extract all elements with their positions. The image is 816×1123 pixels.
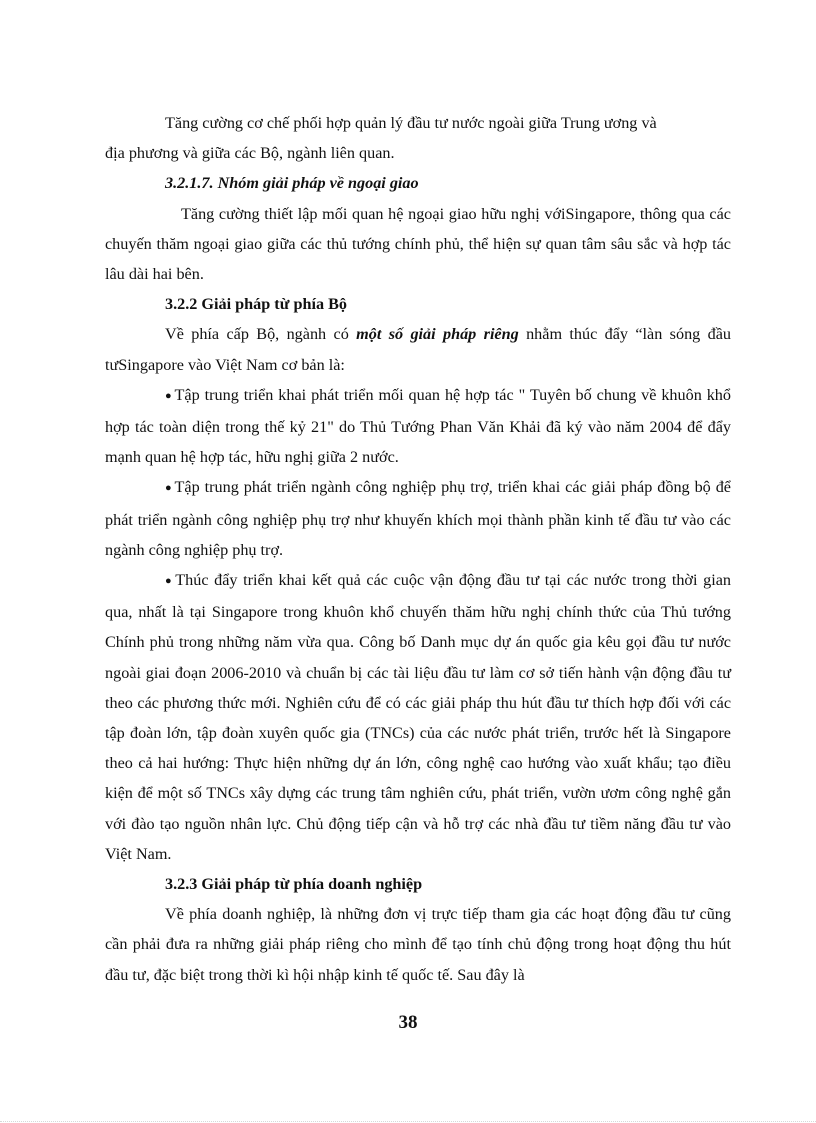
paragraph-line: Tăng cường cơ chế phối hợp quản lý đầu tư nước ngoài giữa Trung ương và	[165, 114, 657, 132]
paragraph-text: nhằm thúc đẩy “làn sóng đầu tưSingapore vào Việt Nam cơ bản là:	[105, 325, 732, 374]
bullet-icon: ●	[165, 575, 174, 588]
bullet-item-investment-promotion	[105, 565, 731, 869]
section-heading-enterprise: 3.2.3 Giải pháp từ phía doanh nghiệp	[165, 875, 423, 894]
bullet-item-cooperation	[105, 380, 731, 473]
paragraph-coordination	[165, 108, 731, 138]
bullet-icon: ●	[165, 389, 173, 402]
bullet-text: Tập trung triển khai phát triển mối quan hệ hợp tác " Tuyên bố chung về khuôn khổ hợp tác toàn diện trong thế kỷ 21" do Thủ Tướng Phan Văn Khải đã ký vào năm 2004 để đẩy mạnh quan hệ hợp tác, hữu nghị giữa 2 nước.	[105, 385, 731, 467]
paragraph-coordination-cont	[105, 138, 731, 168]
section-heading-diplomacy: 3.2.1.7. Nhóm giải pháp về ngoại giao	[165, 174, 419, 193]
page-body	[105, 108, 732, 990]
emphasis-text: một số giải pháp riêng	[356, 325, 519, 344]
paragraph-ministry	[105, 319, 731, 379]
paragraph-enterprise: Về phía doanh nghiệp, là những đơn vị trực tiếp tham gia các hoạt động đầu tư cũng cần phải đưa ra những giải pháp riêng cho mình để tạo tính chủ động trong hoạt động thu hút đầu tư, đặc biệt trong thời kì hội nhập kinh tế quốc tế. Sau đây là	[105, 905, 731, 984]
bullet-item-supporting-industry	[105, 472, 731, 565]
paragraph-diplomacy: Tăng cường thiết lập mối quan hệ ngoại giao hữu nghị vớiSingapore, thông qua các chuyến thăm ngoại giao giữa các thủ tướng chính phủ, thể hiện sự quan tâm sâu sắc và hợp tác lâu dài hai bên.	[105, 204, 731, 284]
page-bottom-border	[0, 1121, 816, 1122]
bullet-icon: ●	[165, 482, 173, 495]
page-number: 38	[398, 1012, 418, 1033]
bullet-text: Tập trung phát triển ngành công nghiệp phụ trợ, triển khai các giải pháp đồng bộ để phát triển ngành công nghiệp phụ trợ như khuyến khích mọi thành phần kinh tế đầu tư vào các ngành công nghiệp phụ trợ.	[105, 478, 731, 559]
paragraph-text: Về phía cấp Bộ, ngành có	[165, 325, 357, 344]
paragraph-line: địa phương và giữa các Bộ, ngành liên quan.	[105, 144, 395, 163]
bullet-text: Thúc đẩy triển khai kết quả các cuộc vận động đầu tư tại các nước trong thời gian qua, nhất là tại Singapore trong khuôn khổ chuyến thăm hữu nghị chính thức của Thủ tướng Chính phủ trong những năm vừa qua. Công bố Danh mục dự án quốc gia kêu gọi đầu tư nước ngoài giai đoạn 2006-2010 và chuẩn bị các tài liệu đầu tư làm cơ sở tiến hành vận động đầu tư theo các phương thức mới. Nghiên cứu để có các giải pháp thu hút đầu tư thích hợp đối với các tập đoàn lớn, tập đoàn xuyên quốc gia (TNCs) của các nước phát triển, trước hết là Singapore theo cả hai hướng: Thực hiện những dự án lớn, công nghệ cao hướng vào xuất khẩu; tạo điều kiện để một số TNCs xây dựng các trung tâm nghiên cứu, phát triển, vườn ươm công nghệ gắn với đào tạo nguồn nhân lực. Chủ động tiếp cận và hỗ trợ các nhà đầu tư tiềm năng đầu tư vào Việt Nam.	[105, 571, 731, 863]
section-heading-ministry: 3.2.2 Giải pháp từ phía Bộ	[165, 295, 347, 314]
